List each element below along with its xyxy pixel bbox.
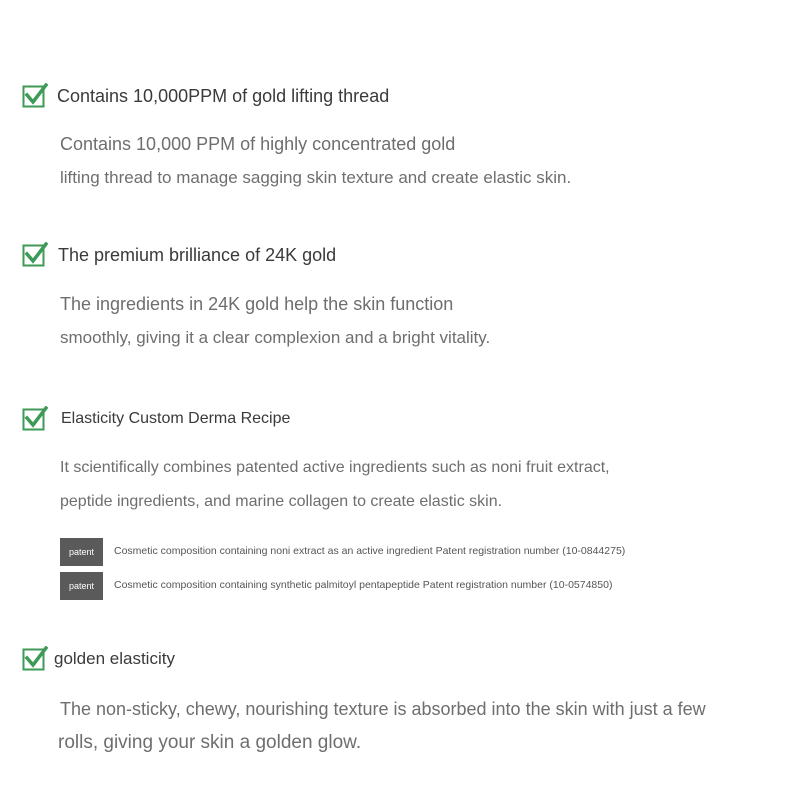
checkbox-checked-icon (22, 83, 46, 107)
feature-desc-line: Contains 10,000 PPM of highly concentrated gold (60, 134, 456, 154)
patent-text: Cosmetic composition containing synthetic palmitoyl pentapeptide Patent registration number (10-0574850) (114, 579, 613, 591)
checkbox-checked-icon (22, 406, 46, 430)
feature-desc-line: The non-sticky, chewy, nourishing texture is absorbed into the skin with just a few (60, 699, 706, 719)
feature-desc-line: lifting thread to manage sagging skin texture and create elastic skin. (60, 168, 572, 187)
feature-title: golden elasticity (54, 649, 175, 668)
feature-title: The premium brilliance of 24K gold (58, 245, 337, 265)
feature-title: Contains 10,000PPM of gold lifting thread (57, 86, 390, 106)
patent-badge: patent (60, 538, 103, 566)
checkbox-checked-icon (22, 242, 46, 266)
feature-desc-line: rolls, giving your skin a golden glow. (58, 732, 362, 753)
patent-badge: patent (60, 572, 103, 600)
feature-title: Elasticity Custom Derma Recipe (61, 410, 291, 427)
feature-desc-line: peptide ingredients, and marine collagen to create elastic skin. (60, 493, 503, 510)
checkbox-checked-icon (22, 646, 46, 670)
patent-text: Cosmetic composition containing noni extract as an active ingredient Patent registration number (10-0844275) (114, 545, 626, 557)
feature-desc-line: It scientifically combines patented active ingredients such as noni fruit extract, (60, 459, 610, 476)
feature-desc-line: smoothly, giving it a clear complexion and a bright vitality. (60, 328, 491, 347)
feature-desc-line: The ingredients in 24K gold help the skin function (60, 294, 454, 314)
